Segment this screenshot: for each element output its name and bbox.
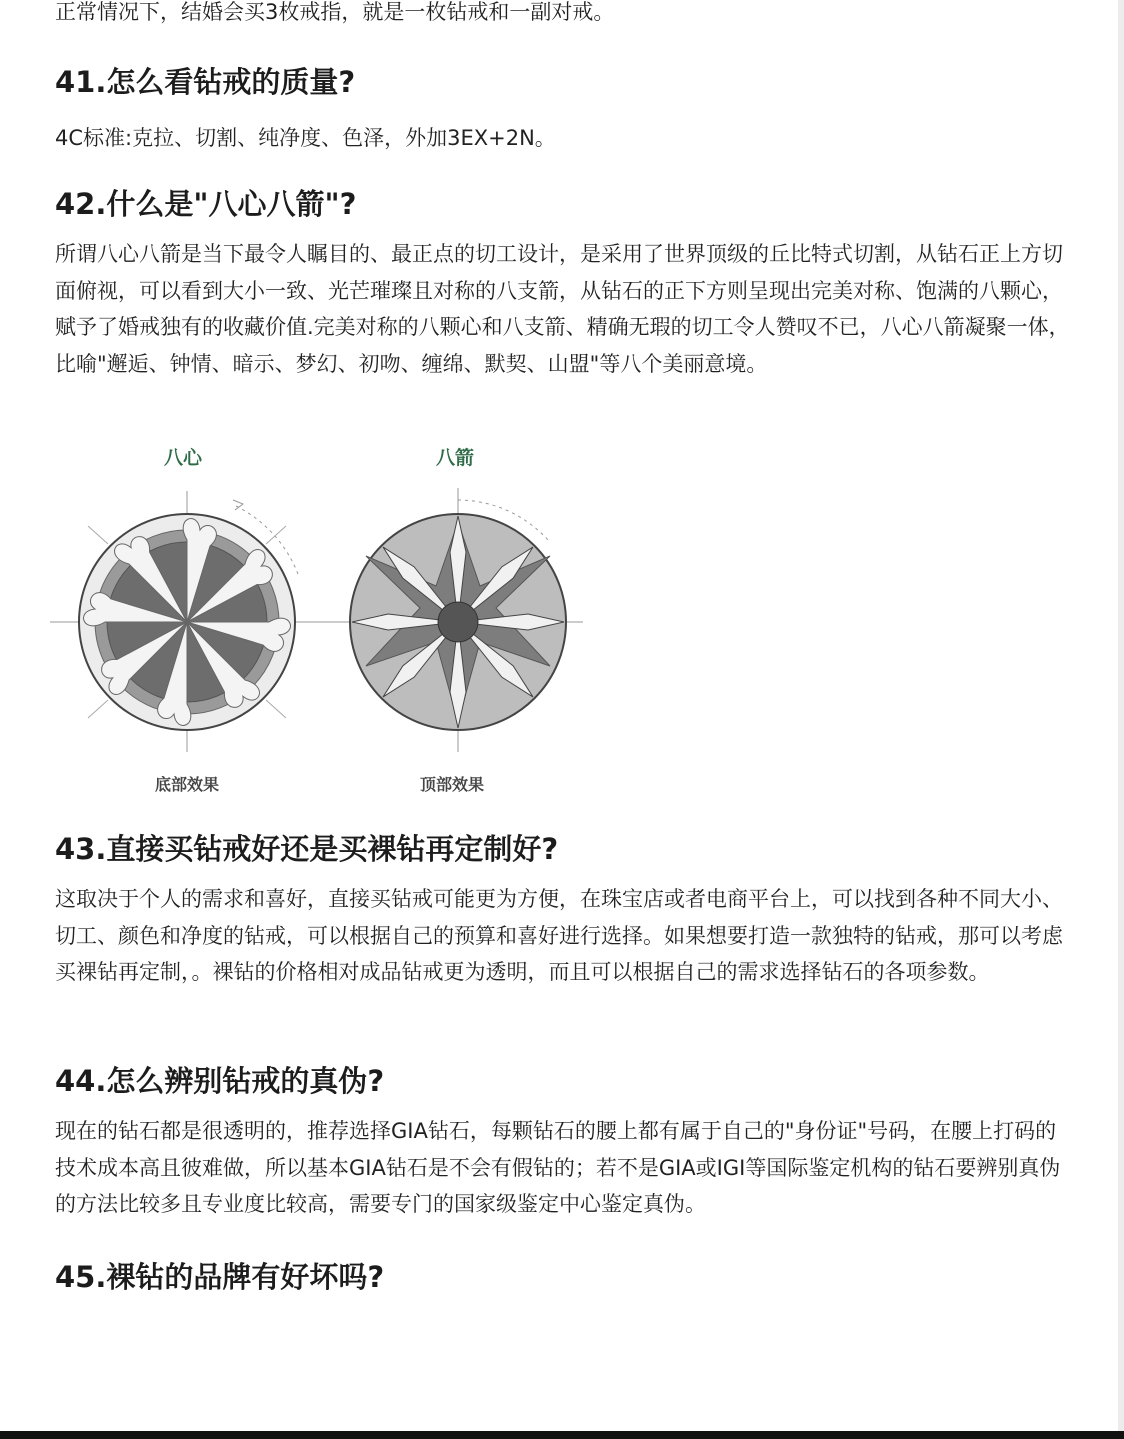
arrows-caption: 顶部效果 (420, 775, 485, 794)
bottom-bar (0, 1431, 1124, 1439)
section-43 (55, 829, 1070, 991)
section-body: 这取决于个人的需求和喜好，直接买钻戒可能更为方便，在珠宝店或者电商平台上，可以找到各种不同大小、切工、颜色和净度的钻戒，可以根据自己的预算和喜好进行选择。如果想要打造一款独特的钻戒，那可以考虑买裸钻再定制，。裸钻的价格相对成品钻戒更为透明，而且可以根据自己的需求选择钻石的各项参数。 (55, 887, 1063, 985)
section-heading: 42.什么是"八心八箭"? (55, 187, 357, 221)
right-edge-rule (1118, 0, 1124, 1439)
section-heading: 41.怎么看钻戒的质量? (55, 65, 356, 99)
section-44 (55, 1061, 1070, 1223)
section-heading: 44.怎么辨别钻戒的真伪? (55, 1064, 385, 1098)
hearts-diagram (50, 491, 325, 752)
section-heading: 43.直接买钻戒好还是买裸钻再定制好? (55, 832, 559, 866)
hearts-caption: 底部效果 (155, 775, 220, 794)
arrows-diagram (320, 488, 583, 752)
section-42 (55, 184, 1070, 382)
section-body: 现在的钻石都是很透明的，推荐选择GIA钻石，每颗钻石的腰上都有属于自己的"身份证"号码，在腰上打码的技术成本高且彼难做，所以基本GIA钻石是不会有假钻的；若不是GIA或IGI等国际鉴定机构的钻石要辨别真伪的方法比较多且专业度比较高，需要专门的国家级鉴定中心鉴定真伪。 (55, 1119, 1061, 1217)
section-45 (55, 1257, 1070, 1297)
hearts-arrows-figure (50, 436, 590, 801)
section-41 (55, 62, 1070, 157)
section-body: 所谓八心八箭是当下最令人瞩目的、最正点的切工设计，是采用了世界顶级的丘比特式切割，从钻石正上方切面俯视，可以看到大小一致、光芒璀璨且对称的八支箭，从钻石的正下方则呈现出完美对称、饱满的八颗心，赋予了婚戒独有的收藏价值.完美对称的八颗心和八支箭、精确无瑕的切工令人赞叹不已，八心八箭凝聚一体，比喻"邂逅、钟情、暗示、梦幻、初吻、缠绵、默契、山盟"等八个美丽意境。 (55, 242, 1070, 376)
intro-line: 正常情况下，结婚会买3枚戒指，就是一枚钻戒和一副对戒。 (55, 0, 615, 24)
hearts-label: 八心 (164, 447, 203, 469)
diamond-diagrams (50, 436, 590, 801)
arrows-label: 八箭 (436, 447, 475, 469)
section-body: 4C标准:克拉、切割、纯净度、色泽，外加3EX+2N。 (55, 126, 556, 150)
section-heading: 45.裸钻的品牌有好坏吗? (55, 1260, 385, 1294)
